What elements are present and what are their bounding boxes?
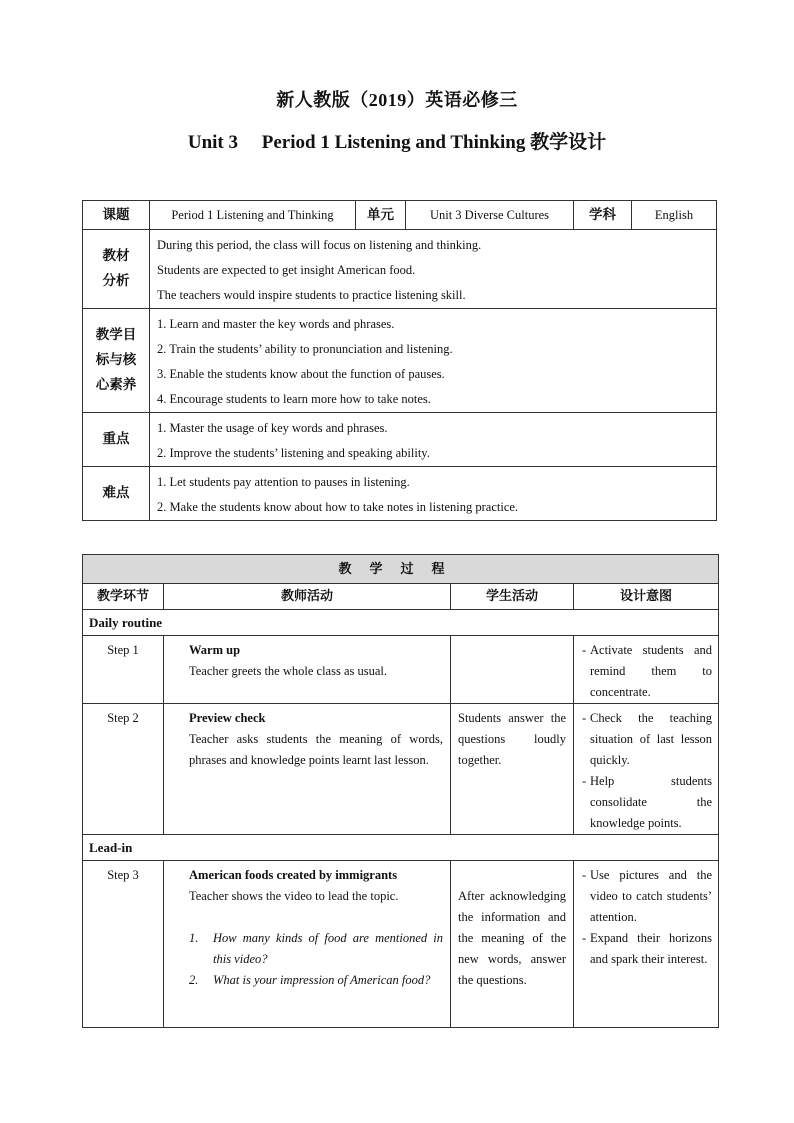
text-line: 1. Let students pay attention to pauses in listening. xyxy=(157,475,410,489)
section-heading: Lead-in xyxy=(83,835,719,861)
course-value: Period 1 Listening and Thinking xyxy=(150,201,356,230)
intent-item: - Check the teaching situation of last lesson quickly. xyxy=(582,711,713,767)
lesson-info-table xyxy=(82,200,717,521)
material-analysis-content xyxy=(150,230,717,309)
step-label: Step 2 xyxy=(83,704,164,835)
key-points-content xyxy=(150,413,717,467)
column-header-teacher-activity: 教师活动 xyxy=(164,584,451,610)
unit-value: Unit 3 Diverse Cultures xyxy=(406,201,574,230)
activity-title: Warm up xyxy=(189,643,241,657)
process-header: 教学过程 xyxy=(83,555,719,584)
objectives-content xyxy=(150,309,717,413)
question-item: 2. What is your impression of American food? xyxy=(189,973,431,987)
activity-text: Teacher greets the whole class as usual. xyxy=(189,664,388,678)
key-points-label: 重点 xyxy=(83,413,150,467)
document-subtitle: Unit 3 Period 1 Listening and Thinking 教学设计 xyxy=(187,132,607,153)
material-analysis-label: 教材 分析 xyxy=(83,230,150,309)
difficult-points-label: 难点 xyxy=(83,467,150,521)
table-row xyxy=(83,861,719,1028)
activity-text: Teacher shows the video to lead the topic. xyxy=(189,889,399,903)
document-title: 新人教版（2019）英语必修三 xyxy=(276,90,518,110)
step-label: Step 3 xyxy=(83,861,164,1028)
teacher-activity xyxy=(164,861,451,1028)
text-line: 3. Enable the students know about the function of pauses. xyxy=(157,367,445,381)
intent-item: - Activate students and remind them to concentrate. xyxy=(582,643,713,699)
step-label: Step 1 xyxy=(83,636,164,704)
text-line: 1. Master the usage of key words and phrases. xyxy=(157,421,388,435)
activity-title: American foods created by immigrants xyxy=(189,868,398,882)
objectives-label: 教学目 标与核 心素养 xyxy=(83,309,150,413)
activity-text: Teacher asks students the meaning of words, phrases and knowledge points learnt last lesson. xyxy=(189,732,443,767)
column-header-stage: 教学环节 xyxy=(83,584,164,610)
teacher-activity xyxy=(164,636,451,704)
table-row xyxy=(83,704,719,835)
column-header-student-activity: 学生活动 xyxy=(451,584,574,610)
question-item: 1. How many kinds of food are mentioned in this video? xyxy=(189,931,443,966)
text-line: 4. Encourage students to learn more how to take notes. xyxy=(157,392,431,406)
design-intent xyxy=(574,861,719,1028)
intent-item: - Use pictures and the video to catch students’ attention. xyxy=(582,868,713,924)
table-row xyxy=(83,636,719,704)
intent-item: - Expand their horizons and spark their interest. xyxy=(582,931,713,966)
text-line: Students are expected to get insight American food. xyxy=(157,263,416,277)
unit-label: 单元 xyxy=(356,201,406,230)
text-line: 2. Train the students’ ability to pronunciation and listening. xyxy=(157,342,453,356)
subject-label: 学科 xyxy=(574,201,632,230)
course-label: 课题 xyxy=(83,201,150,230)
activity-title: Preview check xyxy=(189,711,266,725)
subject-value: English xyxy=(632,201,717,230)
student-activity xyxy=(451,636,574,704)
design-intent xyxy=(574,704,719,835)
student-activity: Students answer the questions loudly together. xyxy=(451,704,574,835)
text-line: 2. Make the students know about how to take notes in listening practice. xyxy=(157,500,519,514)
difficult-points-content xyxy=(150,467,717,521)
text-line: 2. Improve the students’ listening and speaking ability. xyxy=(157,446,430,460)
section-heading: Daily routine xyxy=(83,610,719,636)
text-line: 1. Learn and master the key words and phrases. xyxy=(157,317,395,331)
teaching-process-table xyxy=(82,554,719,1028)
teacher-activity xyxy=(164,704,451,835)
student-activity: After acknowledging the information and the meaning of the new words, answer the questions. xyxy=(451,861,574,1028)
design-intent xyxy=(574,636,719,704)
column-header-design-intent: 设计意图 xyxy=(574,584,719,610)
intent-item: - Help students consolidate the knowledge points. xyxy=(582,774,713,830)
text-line: The teachers would inspire students to practice listening skill. xyxy=(157,288,466,302)
text-line: During this period, the class will focus on listening and thinking. xyxy=(157,238,482,252)
